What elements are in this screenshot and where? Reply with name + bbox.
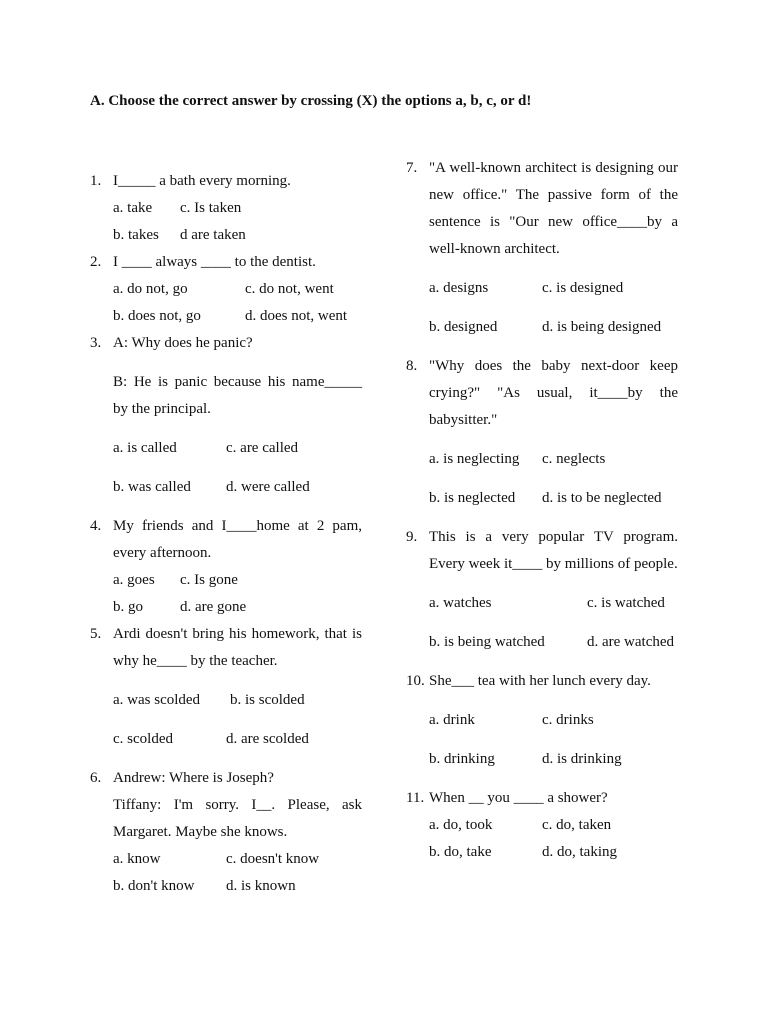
right-column <box>406 155 678 866</box>
question-6 <box>90 765 362 900</box>
option-a[interactable]: a. designs <box>429 280 489 296</box>
question-number: 5. <box>90 626 102 642</box>
options-row <box>113 687 362 714</box>
question-number: 1. <box>90 173 102 189</box>
option-b[interactable]: b. is scolded <box>230 692 305 708</box>
option-c[interactable]: c. doesn't know <box>226 851 320 867</box>
options-row <box>429 812 678 839</box>
option-c[interactable]: c. are called <box>226 440 299 456</box>
options-row <box>113 567 362 594</box>
options-row <box>429 839 678 866</box>
question-text: B: He is panic because his name_____ by the principal. <box>113 374 362 417</box>
question-number: 10. <box>406 673 425 689</box>
option-a[interactable]: a. take <box>113 200 153 216</box>
left-column <box>90 168 362 900</box>
options-row <box>429 629 678 656</box>
options-row <box>429 746 678 773</box>
option-a[interactable]: a. know <box>113 851 161 867</box>
options-row <box>113 873 362 900</box>
question-number: 6. <box>90 770 102 786</box>
question-number: 8. <box>406 358 418 374</box>
options-row <box>113 474 362 501</box>
options-row <box>429 314 678 341</box>
question-4 <box>90 513 362 621</box>
question-number: 3. <box>90 335 102 351</box>
question-9 <box>406 524 678 656</box>
option-c[interactable]: c. Is gone <box>180 572 238 588</box>
options-row <box>113 195 362 222</box>
option-a[interactable]: a. watches <box>429 595 492 611</box>
option-a[interactable]: a. was scolded <box>113 692 201 708</box>
option-d[interactable]: d. are scolded <box>226 731 309 747</box>
question-3 <box>90 330 362 501</box>
question-text: Ardi doesn't bring his homework, that is why he____ by the teacher. <box>113 626 362 669</box>
options-row <box>429 590 678 617</box>
question-number: 2. <box>90 254 102 270</box>
question-8 <box>406 353 678 512</box>
option-c[interactable]: c. neglects <box>542 451 606 467</box>
option-c[interactable]: c. is designed <box>542 280 624 296</box>
option-b[interactable]: b. does not, go <box>113 308 201 324</box>
options-row <box>113 594 362 621</box>
option-b[interactable]: b. takes <box>113 227 159 243</box>
question-number: 9. <box>406 529 418 545</box>
options-row <box>113 303 362 330</box>
option-c[interactable]: c. is watched <box>587 595 665 611</box>
option-a[interactable]: a. drink <box>429 712 475 728</box>
option-b[interactable]: b. is being watched <box>429 634 545 650</box>
question-number: 11. <box>406 790 425 806</box>
options-row <box>113 222 362 249</box>
question-text: This is a very popular TV program. Every week it____ by millions of people. <box>429 529 678 572</box>
option-a[interactable]: a. is called <box>113 440 177 456</box>
question-number: 7. <box>406 160 418 176</box>
option-c[interactable]: c. scolded <box>113 731 173 747</box>
option-c[interactable]: c. do not, went <box>245 281 334 297</box>
options-row <box>113 846 362 873</box>
options-row <box>429 446 678 473</box>
question-5 <box>90 621 362 753</box>
option-a[interactable]: a. do, took <box>429 817 493 833</box>
question-text: I ____ always ____ to the dentist. <box>113 254 316 270</box>
options-row <box>113 435 362 462</box>
question-10 <box>406 668 678 773</box>
option-a[interactable]: a. is neglecting <box>429 451 520 467</box>
option-a[interactable]: a. do not, go <box>113 281 188 297</box>
options-row <box>429 707 678 734</box>
options-row <box>429 275 678 302</box>
question-text: "Why does the baby next-door keep crying?" "As usual, it____by the babysitter." <box>429 358 678 428</box>
option-d[interactable]: d. are watched <box>587 634 675 650</box>
question-text: Tiffany: I'm sorry. I__. Please, ask Margaret. Maybe she knows. <box>113 797 362 840</box>
options-row <box>113 726 362 753</box>
option-d[interactable]: d are taken <box>180 227 246 243</box>
question-11 <box>406 785 678 866</box>
option-c[interactable]: c. drinks <box>542 712 594 728</box>
option-b[interactable]: b. do, take <box>429 844 492 860</box>
option-c[interactable]: c. do, taken <box>542 817 612 833</box>
question-text: Andrew: Where is Joseph? <box>113 770 274 786</box>
options-row <box>429 485 678 512</box>
question-text: She___ tea with her lunch every day. <box>429 673 651 689</box>
option-d[interactable]: d. is drinking <box>542 751 622 767</box>
option-d[interactable]: d. were called <box>226 479 310 495</box>
options-row <box>113 276 362 303</box>
question-number: 4. <box>90 518 102 534</box>
option-b[interactable]: b. is neglected <box>429 490 516 506</box>
option-a[interactable]: a. goes <box>113 572 155 588</box>
question-1 <box>90 168 362 249</box>
option-b[interactable]: b. go <box>113 599 143 615</box>
option-b[interactable]: b. drinking <box>429 751 495 767</box>
option-d[interactable]: d. is known <box>226 878 296 894</box>
option-b[interactable]: b. designed <box>429 319 498 335</box>
question-2 <box>90 249 362 330</box>
question-text: "A well-known architect is designing our new office." The passive form of the sentence is "Our new office____by a well-known architect. <box>429 160 678 257</box>
option-b[interactable]: b. was called <box>113 479 191 495</box>
question-7 <box>406 155 678 341</box>
question-text: A: Why does he panic? <box>113 335 253 351</box>
option-d[interactable]: d. does not, went <box>245 308 348 324</box>
question-text: When __ you ____ a shower? <box>429 790 608 806</box>
option-d[interactable]: d. do, taking <box>542 844 617 860</box>
option-d[interactable]: d. is being designed <box>542 319 662 335</box>
option-d[interactable]: d. is to be neglected <box>542 490 662 506</box>
option-c[interactable]: c. Is taken <box>180 200 242 216</box>
instructions-heading: A. Choose the correct answer by crossing (X) the options a, b, c, or d! <box>90 93 532 109</box>
question-text: My friends and I____home at 2 pam, every afternoon. <box>113 518 362 561</box>
option-d[interactable]: d. are gone <box>180 599 247 615</box>
option-b[interactable]: b. don't know <box>113 878 195 894</box>
question-text: I_____ a bath every morning. <box>113 173 291 189</box>
